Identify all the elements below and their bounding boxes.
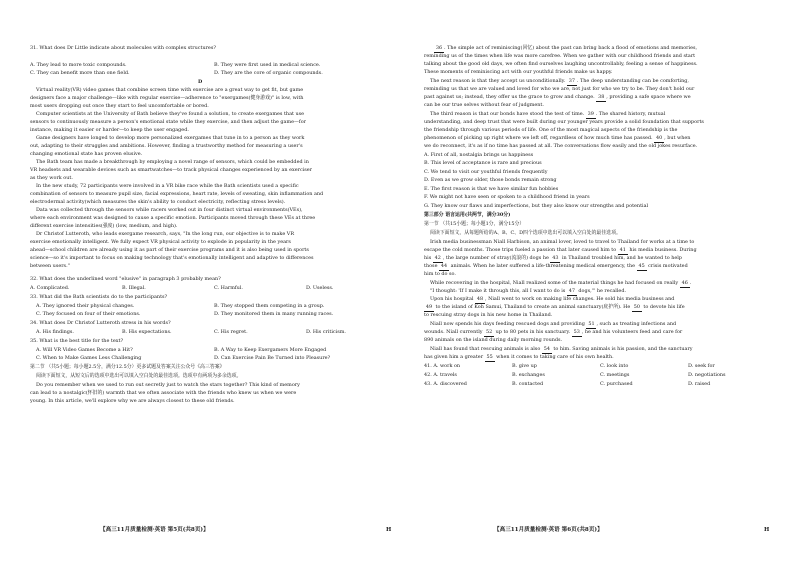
answer-blank: 46 [681, 280, 688, 286]
right_page-line-20: 第三部分 语言运用(共两节，满分30分) [424, 212, 511, 218]
left_page-line-24: Dr Christof Lutteroth, who leads exergame research, says, "In the long run, our objective is to make VR [36, 231, 295, 237]
left_page-line-22: where each environment was designed to cause a specific emotion. Participants moved through these VEs at three [30, 215, 316, 221]
right_page-line-28: While recovering in the hospital, Niall realized some of the material things he had focused on really 46 . [430, 280, 692, 286]
left_page-line-37: C. They focused on four of their emotions. [36, 311, 141, 317]
left_page-line-51: Do you remember when we used to run out secretly just to watch the stars together? This kind of memory [36, 382, 300, 388]
right_page-line-9: understanding, and deep trust that were built during our younger years provide a solid foundation that supports [424, 119, 704, 125]
right_page-line-19: G. They know our flaws and imperfections, but they also know our strengths and potential [424, 203, 649, 209]
left_page-line-7: designers face a major challenge—like with regular exercise—adherence to "exergames(健身游戏)" is low, with [30, 95, 304, 101]
left_page-line-34: 33. What did the Bath scientists do to the participants? [30, 294, 168, 300]
left_page-line-33: D. Useless. [306, 285, 334, 291]
left_page-line-19: combination of sensors to measure pupil size, facial expressions, heart rate, levels of sweating, skin inflammation and [30, 191, 324, 197]
page-mark: H [386, 527, 392, 533]
left_page-line-26: ahead—school children are already using it as part of their exercise programs and it is also being used in sports [30, 247, 309, 253]
left_page-line-14: changing emotional state has proven elusive. [30, 151, 143, 157]
left_page-line-38: D. They monitored them in many running races. [214, 311, 334, 317]
answer-blank: 45 [638, 263, 645, 269]
right_page-line-2: talking about the good old days, we often find ourselves laughing uncontrollably, feeling a sense of happiness. [424, 61, 698, 67]
answer-blank: 49 [425, 304, 433, 310]
left_page-line-31: B. Illegal. [122, 285, 146, 291]
right_page-line-26: those 44 animals. When he later suffered a life-threatening medical emergency, the 45 crisis motivated [424, 263, 688, 269]
right_page-line-31: 49 to the island of Koh Samui, Thailand to create an animal sanctuary(庇护所). He 50 to devote his life [425, 304, 685, 310]
right_page-line-49: D. raised [688, 381, 711, 387]
right_page-line-4: The next reason is that they accept us unconditionally. 37 . The deep understanding can be comforting, [430, 78, 689, 84]
answer-blank: 43 [552, 255, 559, 261]
right_page-line-39: B. give up [512, 363, 537, 369]
left_page-line-2: B. They were first used in medical science. [214, 62, 321, 68]
answer-blank: 50 [633, 304, 640, 310]
left_page-line-8: most users dropping out once they start to feel uncomfortable or bored. [30, 103, 209, 109]
right_page-line-6: past against us; instead, they offer us the grace to grow and change. 38 , providing a safe space where we [424, 94, 691, 100]
left_page-line-23: different exercise intensities(强度) (low, medium, and high). [30, 223, 178, 229]
right_page-line-7: can be our true selves without fear of judgment. [424, 102, 544, 108]
right_page-line-21: 第一节 （共15小题；每小题1分，满分15分） [424, 221, 525, 227]
right_page-line-5: reminding us that we are valued and loved for who we are, not just for who we try to be. They don't hold our [424, 86, 695, 92]
right-page [424, 0, 780, 566]
left_page-line-39: 34. What does Dr Christof Lutteroth stress in his words? [30, 320, 171, 326]
right_page-line-8: The third reason is that our bonds have stood the test of time. 39 . The shared history, mutual [430, 111, 666, 117]
right_page-line-43: B. exchanges [512, 372, 545, 378]
right_page-line-11: phenomenon of picking up right where we left off, regardless of how much time has passed. 40 , but when [424, 135, 691, 141]
answer-blank: 53 [573, 329, 580, 335]
left_page-line-9: Computer scientists at the University of Bath believe they've found a solution, to create exergames that use [36, 111, 305, 117]
left_page-line-36: B. They stopped them competing in a group. [214, 303, 325, 309]
right_page-line-46: 43. A. discovered [424, 381, 467, 387]
left_page-line-46: B. A Way to Keep Exergamers More Engaged [214, 347, 327, 353]
right_page-line-15: C. We tend to visit our youthful friends frequently [424, 169, 548, 175]
left_page-line-6: Virtual reality(VR) video games that combine screen time with exercise are a great way to get fit, but game [36, 87, 304, 93]
page-footer: 【高三11月质量检测·英语 第5页(共8页)】 [100, 527, 209, 533]
answer-blank: 44 [440, 263, 448, 269]
left_page-line-30: A. Complicated. [30, 285, 70, 291]
left_page-line-52: can lead to a nostalgic(怀旧的) warmth that we often associate with the friends who knew us when we were [30, 390, 297, 396]
left_page-line-0: 31. What does Dr Little indicate about molecules with complex structures? [30, 45, 216, 51]
right_page-line-38: 41. A. work on [424, 363, 461, 369]
right_page-line-13: A. First of all, nostalgia brings us happiness [424, 152, 534, 158]
answer-blank: 48 [476, 296, 484, 302]
left_page-line-15: The Bath team has made a breakthrough by employing a novel range of sensors, which could be embedded in [36, 159, 309, 165]
answer-blank: 37 [568, 78, 575, 84]
answer-blank: 42 [434, 255, 441, 261]
left_page-line-5: D [198, 79, 203, 85]
right_page-line-42: 42. A. travels [424, 372, 457, 378]
left_page-line-44: 35. What is the best title for the text? [30, 338, 124, 344]
answer-blank: 40 [656, 135, 663, 141]
left_page-line-12: Game designers have longed to develop more personalized exergames that tune in to a person as they work [36, 135, 305, 141]
left_page-line-16: VR headsets and wearable devices such as smartwatches—to track physical changes experienced by an exerciser [30, 167, 313, 173]
right_page-line-24: escape the cold months. Those trips fueled a passion that later caused him to 41 his media business. During [424, 247, 697, 253]
left_page-line-3: C. They can benefit more than one field. [30, 70, 130, 76]
answer-blank: 54 [543, 346, 550, 352]
left_page-line-1: A. They lead to more toxic compounds. [30, 62, 127, 68]
right_page-line-37: has given him a greater 55 when it comes to taking care of his own health. [424, 354, 614, 360]
right_page-line-45: D. negotiations [688, 372, 726, 378]
right_page-line-29: "I thought: 'If I make it through this, all I want to do is 47 dogs,'" he recalled. [430, 288, 627, 294]
answer-blank: 52 [485, 329, 493, 335]
right_page-line-34: wounds. Niall currently 52 up to 80 pets in his sanctuary. 53 , he and his volunteers feed and care for [424, 329, 683, 335]
right_page-line-30: Upon his hospital 48 , Niall went to work on making life changes. He sold his media business and [430, 296, 675, 302]
left_page-line-10: sensors to continuously measure a person's emotional state while they exercise, and then adjust the game—for [30, 119, 306, 125]
right_page-line-3: These moments of reminiscing act with our youthful friends make us happy. [424, 69, 613, 75]
left_page-line-13: out, adapting to their struggles and ambitions. However, finding a trustworthy method for measuring a user's [30, 143, 303, 149]
right_page-line-14: B. This level of acceptance is rare and precious [424, 160, 542, 166]
left_page-line-40: A. His findings. [36, 329, 74, 335]
left_page-line-45: A. Will VR Video Games Become a Hit? [36, 347, 133, 353]
right_page-line-17: E. The first reason is that we have similar fun hobbies [424, 186, 559, 192]
left_page-line-25: exercise emotionally intelligent. We fully expect VR physical activity to explode in popularity in the years [30, 239, 291, 245]
left_page-line-42: C. His regret. [214, 329, 248, 335]
left_page-line-4: D. They are the core of organic compounds. [214, 70, 323, 76]
left_page-line-43: D. His criticism. [306, 329, 346, 335]
left_page-line-18: In the new study, 72 participants were involved in a VR bike race while the Bath scientists used a specific [36, 183, 299, 189]
right_page-line-36: Niall has found that rescuing animals is also 54 to him. Saving animals is his passion, and the sanctuary [430, 346, 693, 352]
left_page-line-48: D. Can Exercise Pain Be Turned into Pleasure? [214, 355, 331, 361]
left_page-line-32: C. Harmful. [214, 285, 243, 291]
right_page-line-23: Irish media businessman Niall Harbison, an animal lover, loved to travel to Thailand for works at a time to [430, 239, 695, 245]
answer-blank: 47 [568, 288, 575, 294]
right_page-line-44: C. meetings [600, 372, 630, 378]
right_page-line-40: C. look into [600, 363, 629, 369]
left_page-line-11: instance, making it easier or harder—to keep the user engaged. [30, 127, 189, 133]
left_page-line-47: C. When to Make Games Less Challenging [36, 355, 142, 361]
left-page [30, 0, 398, 566]
answer-blank: 36 [435, 45, 443, 51]
right_page-line-41: D. seek for [688, 363, 715, 369]
left_page-line-53: young. In this article, we'll explore why we are always closest to these old friends. [30, 398, 235, 404]
right_page-line-33: Niall now spends his days feeding rescued dogs and providing 51 , such as treating infections and [430, 321, 677, 327]
answer-blank: 38 [598, 94, 605, 100]
answer-blank: 51 [588, 321, 595, 327]
left_page-line-27: science—so it's important to focus on making technology that's emotionally intelligent and adaptive to differences [30, 255, 314, 261]
right_page-line-0: 36 . The simple act of reminiscing(回忆) about the past can bring back a flood of emotions and memories, [435, 45, 698, 51]
page-mark: H [764, 527, 770, 533]
answer-blank: 39 [587, 111, 594, 117]
right_page-line-47: B. contacted [512, 381, 544, 387]
page-footer: 【高三11月质量检测·英语 第6页(共8页)】 [494, 527, 603, 533]
right_page-line-22: 阅读下面短文，从每题所给的A、B、C、D四个选项中选出可以填入空白处的最佳选项。 [430, 230, 621, 236]
left_page-line-41: B. His expectations. [122, 329, 172, 335]
right_page-line-35: 890 animals on the island during daily morning rounds. [424, 337, 563, 343]
left_page-line-50: 阅读下面短文，从短文后的选项中选出可以填入空白处的最佳选项。选项中有两项为多余选项。 [36, 373, 242, 379]
left_page-line-29: 32. What does the underlined word "elusive" in paragraph 3 probably mean? [30, 276, 221, 282]
answer-blank: 55 [486, 354, 493, 360]
left_page-line-20: electrodermal activity(which measures the skin's ability to conduct electricity, reflecting stress levels). [30, 199, 286, 205]
left_page-line-21: Data was collected through the sensors while racers worked out in four distinct virtual environments(VEs), [36, 207, 303, 213]
left_page-line-35: A. They ignored their physical changes. [36, 303, 135, 309]
left_page-line-28: between users." [30, 263, 70, 269]
right_page-line-32: to rescuing stray dogs in his new home in Thailand. [424, 312, 553, 318]
right_page-line-48: C. purchased [600, 381, 633, 387]
right_page-line-16: D. Even as we grow older, those bonds remain strong [424, 177, 557, 183]
right_page-line-18: F. We might not have seen or spoken to a childhood friend in years [424, 194, 590, 200]
right_page-line-10: the friendship through various periods of life. One of the most magical aspects of the friendship is the [424, 127, 678, 133]
left_page-line-49: 第二节 （共5小题；每小题2.5分，满分12.5分）更多试题及答案关注公众号《高三答案》 [30, 364, 225, 370]
right_page-line-25: his 42 , the large number of stray(流浪的) dogs he 43 in Thailand troubled him, and he wanted to help [424, 255, 682, 261]
right_page-line-27: him to do so. [424, 271, 456, 277]
left_page-line-17: as they work out. [30, 175, 73, 181]
right_page-line-1: reminding us of the times when life was more carefree. When we gather with our childhood friends and start [424, 53, 696, 59]
answer-blank: 41 [619, 247, 626, 253]
right_page-line-12: we do reconnect, it's as if no time has passed at all. The conversations flow easily and the old jokes resurface. [424, 143, 698, 149]
